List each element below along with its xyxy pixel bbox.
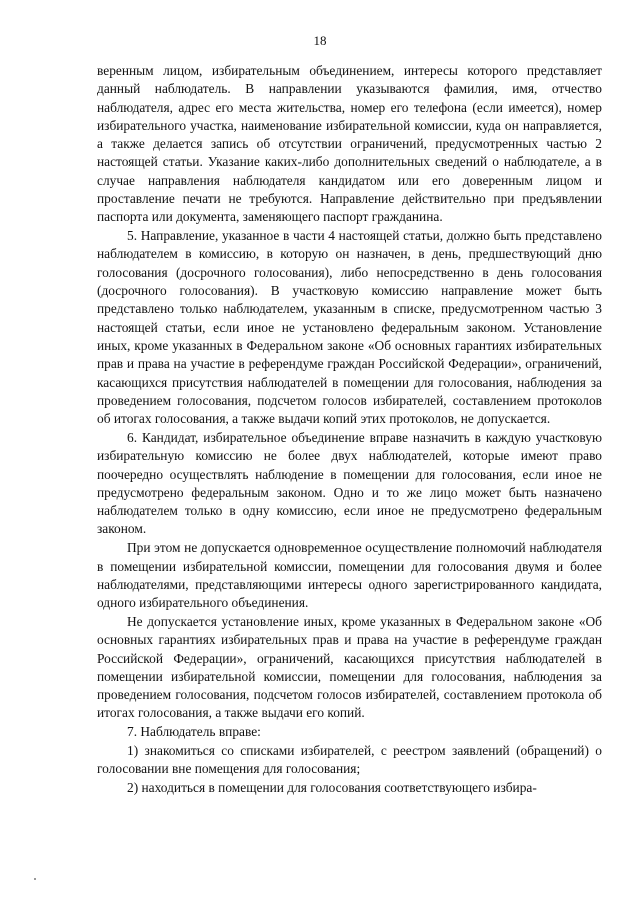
document-body bbox=[97, 62, 602, 797]
paragraph-part-6: 6. Кандидат, избирательное объединение вправе назначить в каждую участковую избирательную комиссию не более двух наблюдателей, которые имеют право поочередно осуществлять наблюдение в помещении для голосования, если иное не предусмотрено федеральным законом. Одно и то же лицо может быть назначено наблюдателем только в одну комиссию, если иное не предусмотрено федеральным законом. bbox=[97, 429, 602, 537]
list-item-1: 1) знакомиться со списками избирателей, с реестром заявлений (обращений) о голосовании вне помещения для голосования; bbox=[97, 742, 602, 777]
paragraph-continuation: веренным лицом, избирательным объединением, интересы которого представляет данный наблюдатель. В направлении указываются фамилия, имя, отчество наблюдателя, адрес его места жительства, номер его телефона (если имеется), номер избирательного участка, наименование избирательной комиссии, куда он направляется, а также делается запись об отсутствии ограничений, предусмотренных частью 2 настоящей статьи. Указание каких-либо дополнительных сведений о наблюдателе, а в случае направления наблюдателя кандидатом или его доверенным лицом и проставление печати не требуются. Направление действительно при предъявлении паспорта или документа, заменяющего паспорт гражданина. bbox=[97, 63, 602, 225]
page-number: 18 bbox=[313, 33, 327, 48]
paragraph-simultaneous-observers: При этом не допускается одновременное осуществление полномочий наблюдателя в помещении избирательной комиссии, помещении для голосования двумя и более наблюдателями, представляющими интересы одного зарегистрированного кандидата, одного избирательного объединения. bbox=[97, 540, 602, 611]
scan-artifact bbox=[34, 878, 36, 880]
list-item-2: 2) находиться в помещении для голосования соответствующего избира- bbox=[127, 780, 537, 796]
paragraph-part-7-heading: 7. Наблюдатель вправе: bbox=[127, 724, 261, 740]
paragraph-part-5: 5. Направление, указанное в части 4 настоящей статьи, должно быть представлено наблюдателем в комиссию, в которую он назначен, в день, предшествующий дню голосования (досрочного голосования), либо непосредственно в день голосования (досрочного голосования). В участковую комиссию направление может быть представлено только наблюдателем, указанным в списке, предусмотренном частью 3 настоящей статьи, если иное не установлено федеральным законом. Установление иных, кроме указанных в Федеральном законе «Об основных гарантиях избирательных прав и права на участие в референдуме граждан Российской Федерации», ограничений, касающихся присутствия наблюдателей в помещении для голосования, наблюдения за проведением голосования, подсчетом голосов избирателей, составлением протоколов об итогах голосования, а также выдачи копий этих протоколов, не допускается. bbox=[97, 228, 602, 427]
paragraph-restrictions: Не допускается установление иных, кроме указанных в Федеральном законе «Об основных гарантиях избирательных прав и права на участие в референдуме граждан Российской Федерации», ограничений, касающихся присутствия наблюдателей в помещении избирательной комиссии, помещении для голосования, наблюдения за проведением голосования, подсчетом голосов избирателей, составлением протокола об итогах голосования, а также выдачи его копий. bbox=[97, 613, 602, 721]
